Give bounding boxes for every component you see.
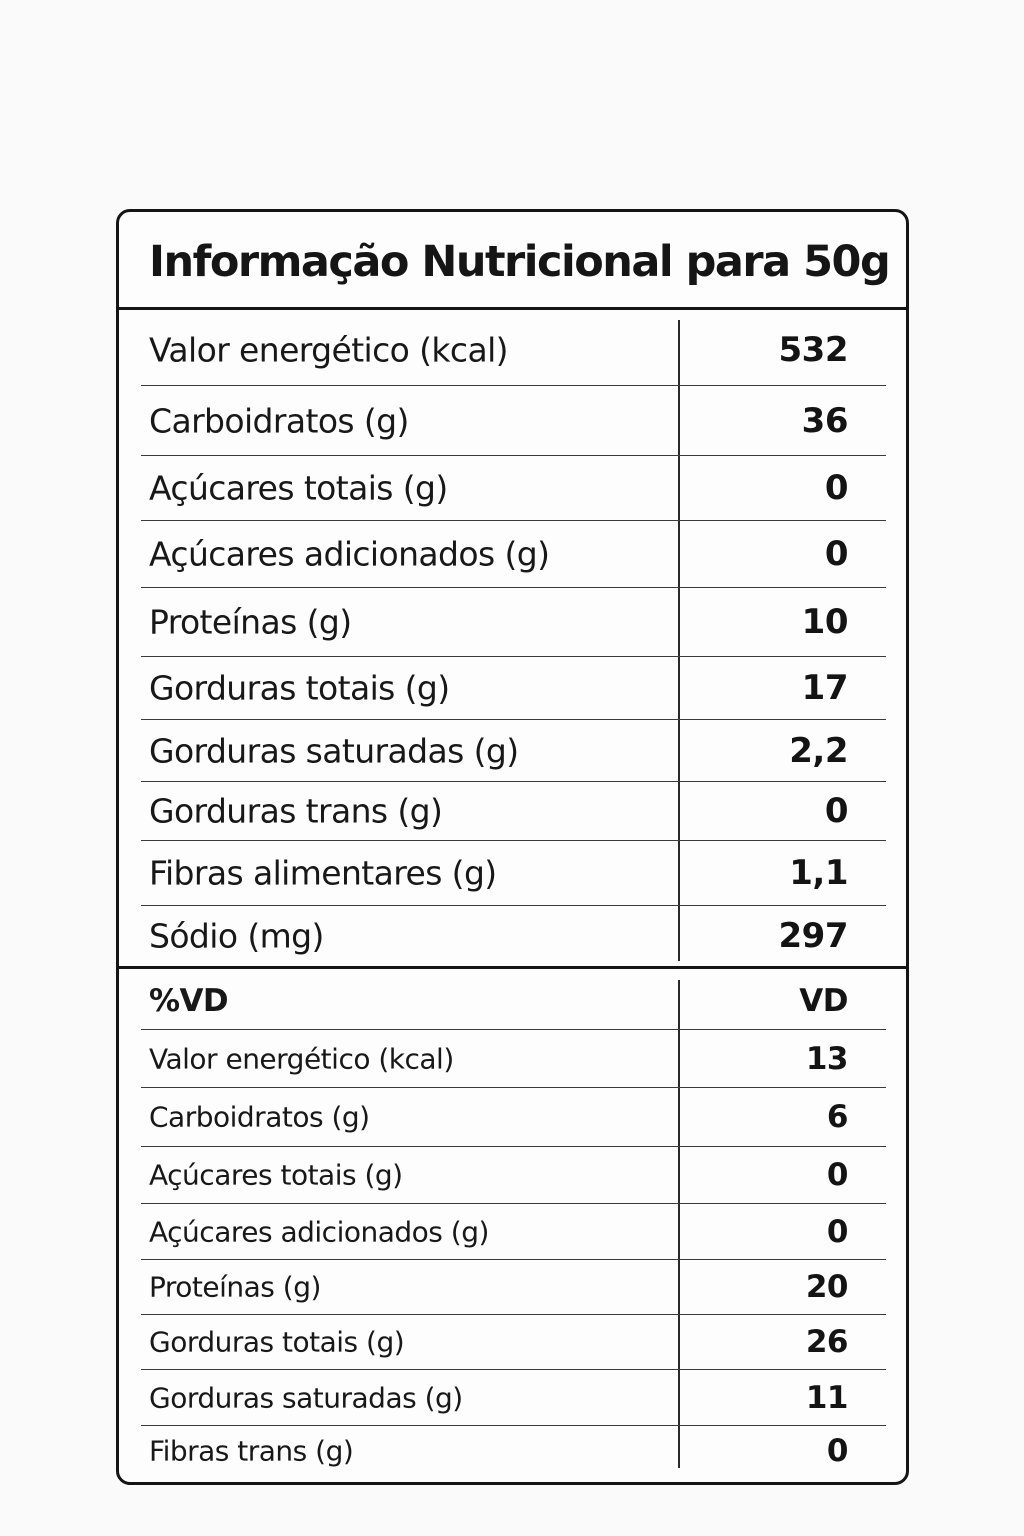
nutrient-name: Fibras alimentares (g) [149,853,497,893]
daily-value-row [141,1426,886,1476]
daily-value-row [141,1370,886,1426]
nutrient-value: 2,2 [789,730,848,771]
nutrient-name: Sódio (mg) [149,916,324,956]
daily-value-value: 20 [805,1269,848,1305]
nutrient-name: Gorduras totais (g) [149,668,450,708]
nutrient-value: 10 [801,602,848,642]
nutrient-row [141,782,886,841]
daily-value-name: Gorduras saturadas (g) [149,1381,463,1414]
nutrient-row [141,906,886,966]
nutrient-row [141,386,886,456]
nutrient-name: Açúcares adicionados (g) [149,534,550,574]
nutrient-name: Carboidratos (g) [149,401,409,440]
nutrition-facts-table [116,209,909,1485]
daily-value-name: Valor energético (kcal) [149,1042,454,1075]
nutrient-value: 0 [824,468,848,508]
daily-value-header-value: VD [799,982,848,1019]
daily-value-row [141,1260,886,1315]
daily-value-row [141,1088,886,1147]
daily-value-name: Açúcares totais (g) [149,1158,403,1192]
daily-value-row [141,1030,886,1088]
nutrient-row [141,314,886,386]
nutrient-value: 0 [824,534,848,574]
nutrient-value: 36 [801,400,848,441]
nutrient-name: Açúcares totais (g) [149,468,448,508]
daily-value-name: Carboidratos (g) [149,1100,370,1134]
nutrient-row [141,456,886,521]
nutrient-value: 532 [778,329,848,370]
nutrient-row [141,841,886,906]
daily-value-value: 11 [805,1379,848,1416]
nutrient-name: Gorduras trans (g) [149,791,443,831]
daily-value-name: Fibras trans (g) [149,1434,354,1468]
daily-value-row [141,1204,886,1260]
section-divider [119,966,906,969]
daily-value-value: 0 [826,1157,848,1193]
daily-value-value: 6 [826,1099,848,1135]
daily-value-name: Açúcares adicionados (g) [149,1215,489,1248]
nutrient-value: 1,1 [789,853,848,893]
nutrient-value: 17 [801,668,848,708]
daily-value-value: 0 [826,1433,848,1469]
nutrient-row [141,521,886,588]
daily-value-value: 13 [805,1040,848,1077]
daily-value-row [141,1315,886,1370]
daily-value-header-row [141,972,886,1030]
nutrient-row [141,657,886,720]
nutrient-value: 297 [778,916,848,956]
nutrient-name: Proteínas (g) [149,602,352,642]
table-title: Informação Nutricional para 50g [149,237,890,287]
nutrient-name: Gorduras saturadas (g) [149,731,519,770]
daily-value-name: Proteínas (g) [149,1270,321,1304]
nutrient-row [141,588,886,657]
daily-value-row [141,1147,886,1204]
daily-value-name: Gorduras totais (g) [149,1325,405,1359]
daily-value-value: 26 [805,1324,848,1360]
nutrient-name: Valor energético (kcal) [149,330,508,369]
nutrient-value: 0 [824,791,848,831]
daily-value-header-label: %VD [149,982,228,1019]
daily-value-value: 0 [826,1213,848,1250]
title-divider [119,307,906,310]
nutrient-row [141,720,886,782]
